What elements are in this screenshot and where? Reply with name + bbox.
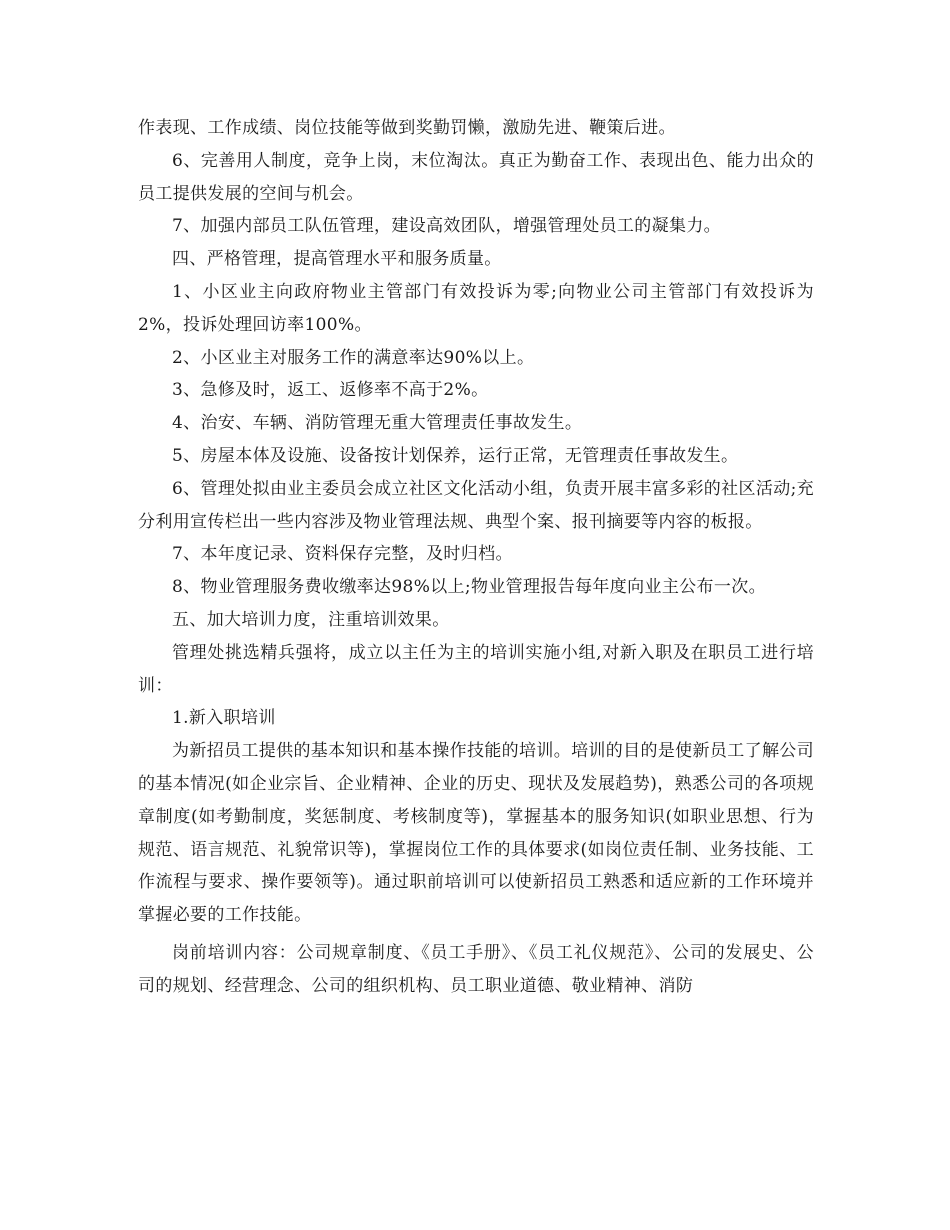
paragraph-item-4-safety: 4、治安、车辆、消防管理无重大管理责任事故发生。 (172, 413, 583, 434)
paragraph-item-3-repairs: 3、急修及时，返工、返修率不高于2%。 (172, 380, 489, 401)
paragraph-item-5-maintenance: 5、房屋本体及设施、设备按计划保养，运行正常，无管理责任事故发生。 (172, 445, 739, 466)
paragraph-item-1-complaints: 1、小区业主向政府物业主管部门有效投诉为零;向物业公司主管部门有效投诉为2%，投诉处理回访率100%。 (138, 281, 814, 335)
paragraph-item-7-team: 7、加强内部员工队伍管理，建设高效团队，增强管理处员工的凝集力。 (172, 216, 722, 237)
paragraph-preservice-content: 岗前培训内容：公司规章制度、《员工手册》、《员工礼仪规范》、公司的发展史、公司的规划、经营理念、公司的组织机构、员工职业道德、敬业精神、消防 (138, 942, 814, 996)
document-page (138, 112, 814, 1003)
paragraph-item-8-fees: 8、物业管理服务费收缴率达98%以上;物业管理报告每年度向业主公布一次。 (172, 577, 766, 598)
section-heading-4: 四、严格管理，提高管理水平和服务质量。 (172, 249, 502, 270)
paragraph-continuation: 作表现、工作成绩、岗位技能等做到奖勤罚懒，激励先进、鞭策后进。 (138, 118, 676, 138)
paragraph-item-2-satisfaction: 2、小区业主对服务工作的满意率达90%以上。 (172, 347, 535, 368)
paragraph-new-hire-description: 为新招员工提供的基本知识和基本操作技能的培训。培训的目的是使新员工了解公司的基本情况(如企业宗旨、企业精神、企业的历史、现状及发展趋势)，熟悉公司的各项规章制度(如考勤制度，奖惩制度、考核制度等)，掌握基本的服务知识(如职业思想、行为规范、语言规范、礼貌常识等)，掌握岗位工作的具体要求(如岗位责任制、业务技能、工作流程与要求、操作要领等)。通过职前培训可以使新招员工熟悉和适应新的工作环境并掌握必要的工作技能。 (138, 741, 814, 926)
paragraph-item-6-community: 6、管理处拟由业主委员会成立社区文化活动小组，负责开展丰富多彩的社区活动;充分利用宣传栏出一些内容涉及物业管理法规、典型个案、报刊摘要等内容的板报。 (138, 478, 814, 532)
paragraph-item-6-employment: 6、完善用人制度，竞争上岗，末位淘汰。真正为勤奋工作、表现出色、能力出众的员工提供发展的空间与机会。 (138, 150, 814, 204)
section-heading-5: 五、加大培训力度，注重培训效果。 (172, 609, 450, 630)
paragraph-training-intro: 管理处挑选精兵强将，成立以主任为主的培训实施小组,对新入职及在职员工进行培训： (138, 642, 814, 696)
paragraph-item-7-records: 7、本年度记录、资料保存完整，及时归档。 (172, 544, 513, 565)
subheading-new-hire-training: 1.新入职培训 (172, 708, 276, 729)
